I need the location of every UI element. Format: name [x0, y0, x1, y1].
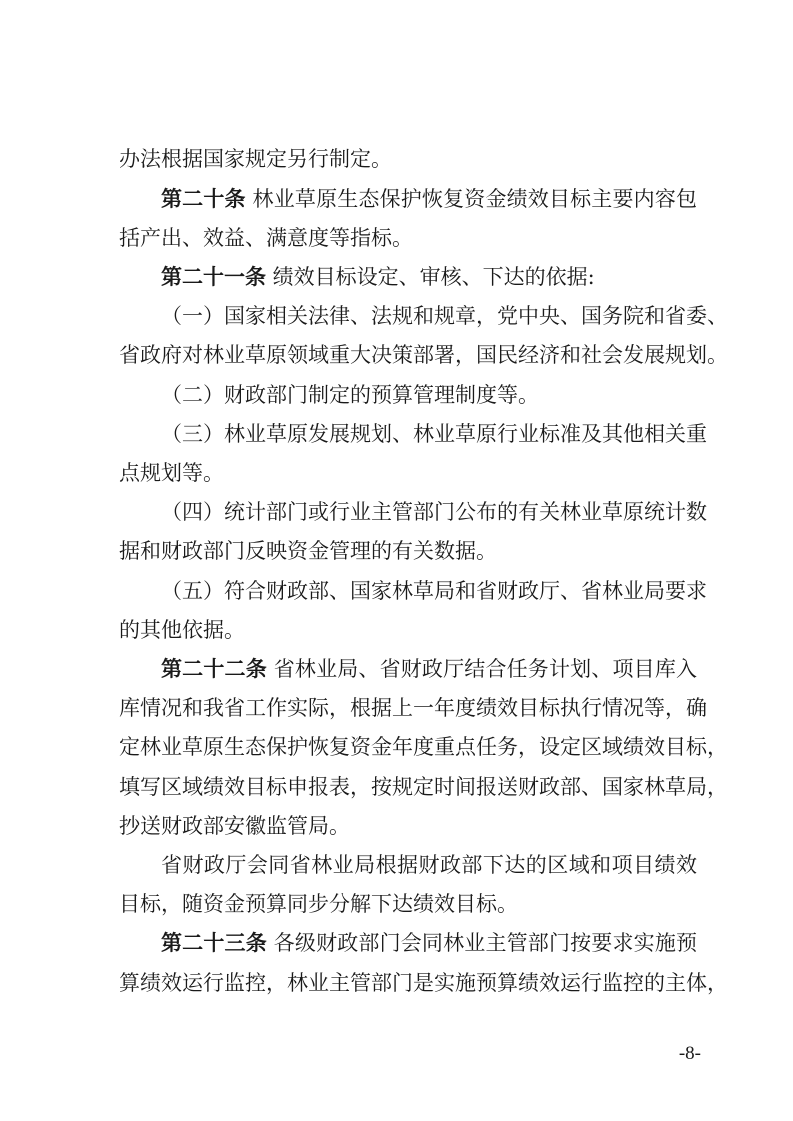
- article-22-line: 第二十二条 省林业局、省财政厅结合任务计划、项目库入: [161, 657, 697, 681]
- text-line: 目标，随资金预算同步分解下达绩效目标。: [119, 892, 518, 916]
- text-line: 省政府对林业草原领域重大决策部署，国民经济和社会发展规划。: [119, 343, 728, 367]
- article-heading: 第二十二条: [161, 657, 267, 681]
- text-line: 定林业草原生态保护恢复资金年度重点任务，设定区域绩效目标，: [119, 735, 728, 759]
- list-item-1: （一）国家相关法律、法规和规章，党中央、国务院和省委、: [161, 304, 728, 328]
- article-heading: 第二十条: [161, 187, 246, 211]
- text-line: 抄送财政部安徽监管局。: [119, 814, 350, 838]
- text-line: 算绩效运行监控，林业主管部门是实施预算绩效运行监控的主体，: [119, 971, 728, 995]
- list-item-2: （二）财政部门制定的预算管理制度等。: [161, 383, 539, 407]
- list-item-3: （三）林业草原发展规划、林业草原行业标准及其他相关重: [161, 422, 707, 446]
- text-line: 点规划等。: [119, 461, 224, 485]
- list-item-4: （四）统计部门或行业主管部门公布的有关林业草原统计数: [161, 500, 707, 524]
- text-line: 办法根据国家规定另行制定。: [119, 147, 392, 171]
- text-line: 据和财政部门反映资金管理的有关数据。: [119, 539, 497, 563]
- article-heading: 第二十三条: [161, 931, 267, 955]
- text-line: 库情况和我省工作实际，根据上一年度绩效目标执行情况等，确: [119, 696, 707, 720]
- list-item-5: （五）符合财政部、国家林草局和省财政厅、省林业局要求: [161, 579, 707, 603]
- page-number: -8-: [678, 1043, 701, 1064]
- article-23-line: 第二十三条 各级财政部门会同林业主管部门按要求实施预: [161, 931, 697, 955]
- article-heading: 第二十一条: [161, 265, 266, 289]
- paragraph-line: 省财政厅会同省林业局根据财政部下达的区域和项目绩效: [161, 853, 697, 877]
- text-line: 括产出、效益、满意度等指标。: [119, 226, 413, 250]
- text-line: 的其他依据。: [119, 618, 245, 642]
- article-20-line: 第二十条 林业草原生态保护恢复资金绩效目标主要内容包: [161, 187, 697, 211]
- article-21-line: 第二十一条 绩效目标设定、审核、下达的依据:: [161, 265, 595, 289]
- text-line: 填写区域绩效目标申报表，按规定时间报送财政部、国家林草局，: [119, 775, 728, 799]
